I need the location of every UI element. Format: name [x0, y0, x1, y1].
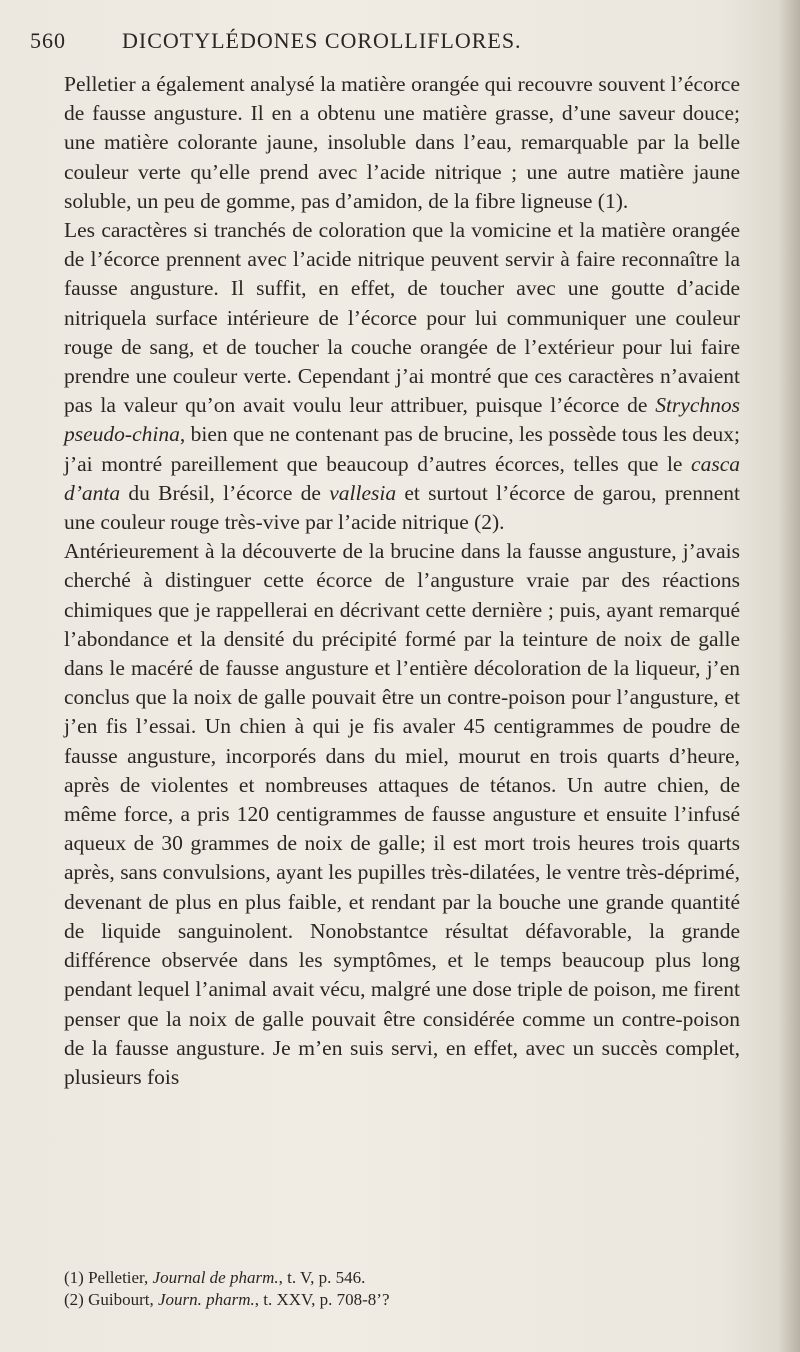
footnote-1-journal: Journal de pharm.: [152, 1268, 279, 1287]
paragraph-2-text-a: Les caractères si tranchés de coloration que la vomicine et la matière orangée de l’écorce prennent avec l’acide nitrique peuvent servir à faire reconnaître la fausse angusture. Il suffit, en effet, de toucher avec une goutte d’acide nitriquela surface intérieure de l’écorce pour lui communiquer une couleur rouge de sang, et de toucher la couche orangée de l’extérieur pour lui faire prendre une couleur verte. Cependant j’ai montré que ces caractères n’avaient pas la valeur qu’on avait voulu leur attribuer, puisque l’écorce de: [64, 218, 740, 418]
page-number: 560: [30, 28, 66, 53]
footnote-2-text-a: Guibourt,: [83, 1290, 158, 1309]
footnote-2: [64, 1289, 740, 1311]
term-casca-danta: casca d’anta: [64, 451, 740, 505]
paragraph-3: [64, 537, 740, 1092]
body-text: [64, 70, 740, 1092]
footnote-1-text-a: Pelletier,: [83, 1268, 153, 1287]
paragraph-2-text-c: du Brésil, l’écorce de: [120, 480, 330, 505]
running-title: DICOTYLÉDONES COROLLIFLORES.: [122, 28, 522, 53]
footnote-2-mark: (2): [64, 1290, 84, 1309]
paragraph-2: [64, 216, 740, 537]
paragraph-1: [64, 70, 740, 216]
paragraph-2-text-b: , bien que ne contenant pas de brucine, les possède tous les deux; j’ai montré pareillement que beaucoup d’autres écorces, telles que le: [64, 422, 740, 476]
page-header: [30, 28, 760, 58]
page-edge-shadow: [778, 0, 800, 1352]
paragraph-1-text: Pelletier a également analysé la matière orangée qui recouvre souvent l’écorce de fausse angusture. Il en a obtenu une matière grasse, d’une saveur douce; une matière colorante jaune, insoluble dans l’eau, remarquable par la belle couleur verte qu’elle prend avec l’acide nitrique ; une autre matière jaune soluble, un peu de gomme, pas d’amidon, de la fibre ligneuse (1).: [64, 72, 740, 213]
paragraph-3-text: Antérieurement à la découverte de la brucine dans la fausse angusture, j’avais cherché à distinguer cette écorce de l’angusture vraie par des réactions chimiques que je rappellerai en décrivant cette dernière ; puis, ayant remarqué l’abondance et la densité du précipité formé par la teinture de noix de galle dans le macéré de fausse angusture et l’entière décoloration de la liqueur, j’en conclus que la noix de galle pouvait être un contre-poison pour l’angusture, et j’en fis l’essai. Un chien à qui je fis avaler 45 centigrammes de poudre de fausse angusture, incorporés dans du miel, mourut en trois quarts d’heure, après de violentes et nombreuses attaques de tétanos. Un autre chien, de même force, a pris 120 centigrammes de fausse angusture et ensuite l’infusé aqueux de 30 grammes de noix de galle; il est mort trois heures trois quarts après, sans convulsions, ayant les pupilles très-dilatées, le ventre très-déprimé, devenant de plus en plus faible, et rendant par la bouche une grande quantité de liquide sanguinolent. Nonobstantce résultat défavorable, la grande différence observée dans les symptômes, et le temps beaucoup plus long pendant lequel l’animal avait vécu, malgré une dose triple de poison, me firent penser que la noix de galle pouvait être considérée comme un contre-poison de la fausse angusture. Je m’en suis servi, en effet, avec un succès complet, plusieurs fois: [64, 539, 740, 1089]
footnote-2-journal: Journ. pharm.: [157, 1290, 255, 1309]
footnotes: [64, 1267, 740, 1311]
paragraph-2-text-d: et surtout l’écorce de garou, prennent une couleur rouge très-vive par l’acide nitrique (2).: [64, 480, 740, 535]
footnote-1-text-b: , t. V, p. 546.: [278, 1268, 366, 1287]
footnote-1-mark: (1): [64, 1268, 84, 1287]
species-name-strychnos: Strychnos pseudo-china: [64, 393, 740, 447]
term-vallesia: vallesia: [329, 480, 397, 505]
footnote-1: [64, 1267, 740, 1289]
footnote-2-text-b: , t. XXV, p. 708-8’?: [254, 1290, 390, 1309]
